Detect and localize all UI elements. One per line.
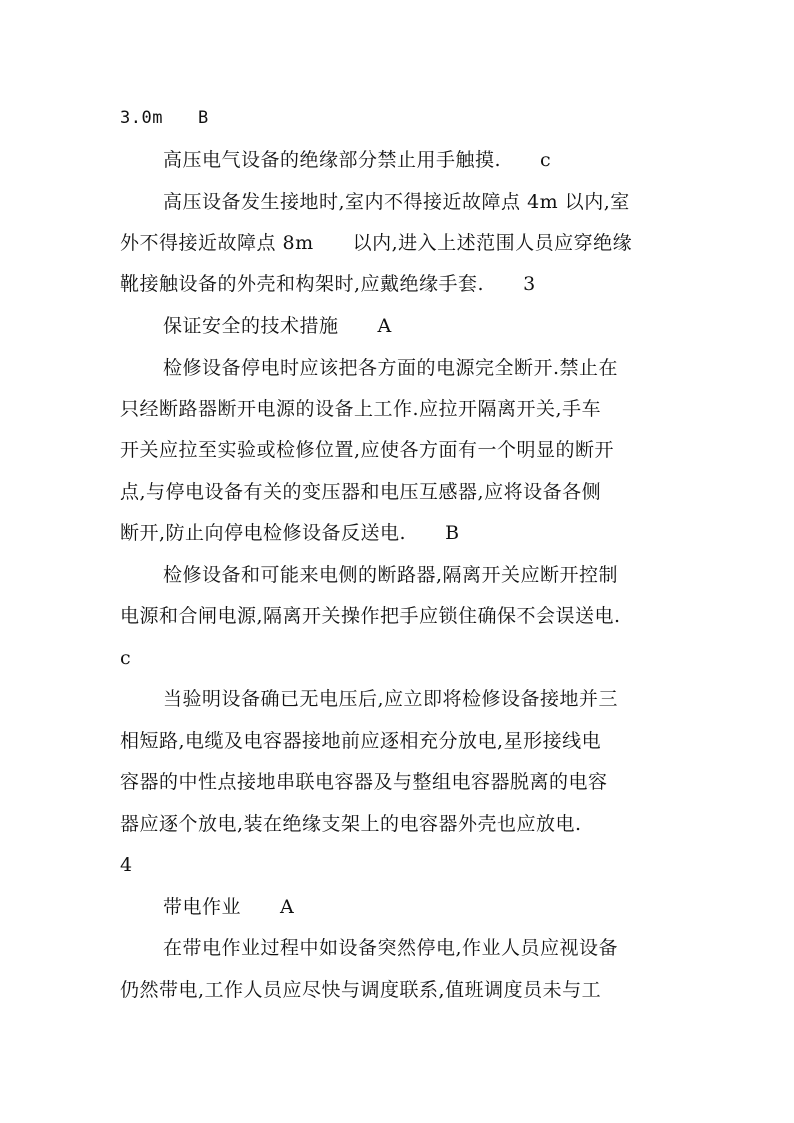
- text-line-17: 容器的中性点接地串联电容器及与整组电容器脱离的电容: [120, 771, 608, 793]
- text-line-10: 点,与停电设备有关的变压器和电压互感器,应将设备各侧: [120, 481, 602, 503]
- text-line-19: 4: [120, 854, 133, 876]
- text-line-3: 高压设备发生接地时,室内不得接近故障点 4m 以内,室: [163, 191, 630, 213]
- text-line-20: 带电作业 A: [163, 896, 295, 918]
- text-line-16: 相短路,电缆及电容器接地前应逐相充分放电,星形接线电: [120, 730, 602, 752]
- text-line-8: 只经断路器断开电源的设备上工作.应拉开隔离开关,手车: [120, 398, 602, 420]
- text-line-22: 仍然带电,工作人员应尽快与调度联系,值班调度员未与工: [120, 979, 602, 1001]
- text-line-14: c: [120, 647, 132, 669]
- text-line-5: 靴接触设备的外壳和构架时,应戴绝缘手套. 3: [120, 273, 536, 295]
- text-line-15: 当验明设备确已无电压后,应立即将检修设备接地并三: [163, 688, 619, 710]
- text-line-1: 3.0m B: [120, 108, 209, 128]
- text-line-13: 电源和合闸电源,隔离开关操作把手应锁住确保不会误送电.: [120, 605, 621, 627]
- text-line-12: 检修设备和可能来电侧的断路器,隔离开关应断开控制: [163, 564, 619, 586]
- text-line-6: 保证安全的技术措施 A: [163, 315, 392, 337]
- text-line-2: 高压电气设备的绝缘部分禁止用手触摸. c: [163, 149, 552, 171]
- text-line-11: 断开,防止向停电检修设备反送电. B: [120, 522, 460, 544]
- text-line-9: 开关应拉至实验或检修位置,应使各方面有一个明显的断开: [120, 439, 615, 461]
- text-line-21: 在带电作业过程中如设备突然停电,作业人员应视设备: [163, 937, 619, 959]
- text-line-4: 外不得接近故障点 8m 以内,进入上述范围人员应穿绝缘: [120, 232, 633, 254]
- text-line-18: 器应逐个放电,装在绝缘支架上的电容器外壳也应放电.: [120, 813, 582, 835]
- text-line-7: 检修设备停电时应该把各方面的电源完全断开.禁止在: [163, 357, 619, 379]
